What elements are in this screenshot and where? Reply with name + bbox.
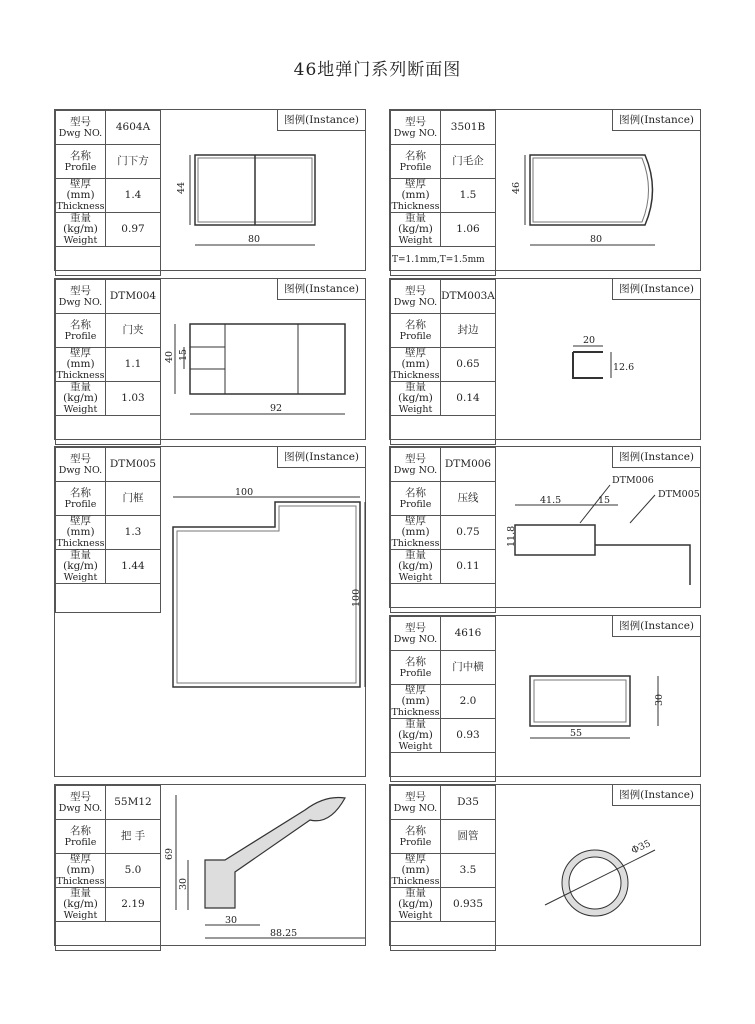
section-drawing-dtm005: [165, 487, 365, 697]
svg-text:92: 92: [270, 403, 283, 414]
svg-text:15: 15: [598, 495, 611, 506]
svg-text:12.6: 12.6: [613, 362, 635, 373]
svg-text:55: 55: [570, 728, 583, 739]
spec-table: 型号 Dwg NO. 3501B 名称 Profile 门毛企 壁厚 (mm) Thickness 1.5 重量 (kg/m) Weight 1.06: [390, 110, 496, 276]
svg-text:44: 44: [176, 181, 187, 194]
svg-text:69: 69: [164, 847, 175, 860]
section-drawing-dtm004: [164, 319, 360, 429]
profile-card-d35: 型号 Dwg NO. D35 名称 Profile 圆管 壁厚 (mm) Thickness 3.5 重量 (kg/m) Weight 0.935 图例(Instance) Φ35: [389, 784, 701, 946]
svg-text:100: 100: [351, 588, 362, 607]
svg-text:80: 80: [590, 234, 603, 245]
dwg-no-value: 4604A: [106, 111, 161, 145]
svg-text:DTM006: DTM006: [612, 475, 654, 486]
section-drawing-4604a: [170, 150, 360, 260]
svg-text:100: 100: [235, 487, 254, 498]
svg-text:30: 30: [178, 877, 189, 890]
profile-card-dtm006: 型号 Dwg NO. DTM006 名称 Profile 压线 壁厚 (mm) Thickness 0.75 重量 (kg/m) Weight 0.11 图例(Instance) 41.5 15 11.8 DTM006 DTM005: [389, 446, 701, 608]
svg-text:41.5: 41.5: [540, 495, 562, 506]
section-drawing-3501b: [505, 150, 695, 260]
svg-text:30: 30: [654, 693, 665, 706]
page-title: 46地弹门系列断面图: [293, 60, 462, 80]
section-drawing-d35: [535, 835, 675, 925]
spec-table: 型号 Dwg NO. 4604A 名称 Profile 门下方 壁厚 (mm) Thickness 1.4 重量 (kg/m) Weight 0.97: [55, 110, 161, 276]
weight-value: 0.97: [106, 213, 161, 247]
thickness-note: T=1.1mm,T=1.5mm: [392, 255, 485, 265]
profile-card-dtm003a: 型号 Dwg NO. DTM003A 名称 Profile 封边 壁厚 (mm) Thickness 0.65 重量 (kg/m) Weight 0.14 图例(Instance) 20 12.6: [389, 278, 701, 440]
legend-label: 图例(Instance): [277, 110, 365, 131]
profile-card-3501b: 型号 Dwg NO. 3501B 名称 Profile 门毛企 壁厚 (mm) Thickness 1.5 重量 (kg/m) Weight 1.06 T=1.1mm,T=1.5mm 图例(Instance) 46 80: [389, 109, 701, 271]
section-drawing-4616: [520, 666, 680, 756]
svg-text:80: 80: [248, 234, 261, 245]
profile-card-4616: 型号 Dwg NO. 4616 名称 Profile 门中横 壁厚 (mm) Thickness 2.0 重量 (kg/m) Weight 0.93 图例(Instance) 30 55: [389, 615, 701, 777]
profile-card-55m12: 型号 Dwg NO. 55M12 名称 Profile 把 手 壁厚 (mm) Thickness 5.0 重量 (kg/m) Weight 2.19 69 30 30 88.25: [54, 784, 366, 946]
svg-text:88.25: 88.25: [270, 928, 298, 939]
svg-text:DTM005: DTM005: [658, 489, 700, 500]
svg-text:15: 15: [178, 348, 189, 361]
profile-card-4604a: [54, 109, 366, 271]
svg-text:Φ35: Φ35: [629, 838, 653, 857]
profile-card-dtm005: 型号 Dwg NO. DTM005 名称 Profile 门框 壁厚 (mm) Thickness 1.3 重量 (kg/m) Weight 1.44 图例(Instance) 100 100: [54, 446, 366, 777]
svg-text:20: 20: [583, 335, 596, 346]
thickness-value: 1.4: [106, 179, 161, 213]
svg-text:46: 46: [511, 181, 522, 194]
svg-text:30: 30: [225, 915, 238, 926]
section-drawing-55m12: [164, 790, 365, 945]
section-drawing-dtm003a: [565, 334, 645, 394]
profile-card-dtm004: 型号 Dwg NO. DTM004 名称 Profile 门夹 壁厚 (mm) Thickness 1.1 重量 (kg/m) Weight 1.03 图例(Instance) 40 15 92: [54, 278, 366, 440]
svg-text:11.8: 11.8: [506, 525, 517, 547]
profile-value: 门下方: [106, 145, 161, 179]
section-drawing-dtm006: [500, 475, 700, 575]
svg-text:40: 40: [164, 350, 175, 363]
